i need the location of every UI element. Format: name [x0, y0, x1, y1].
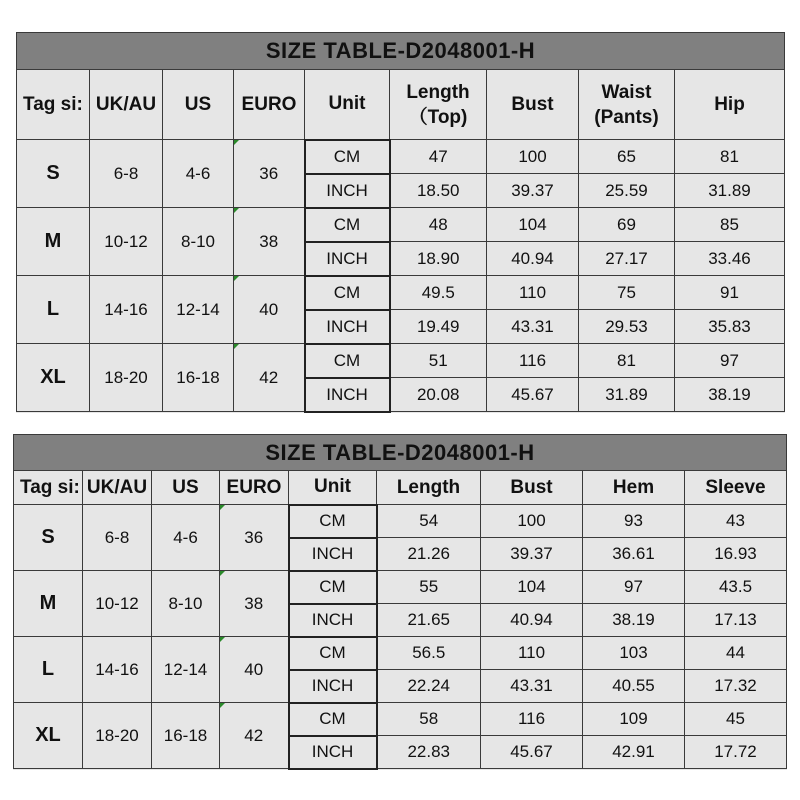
- unit-inch: INCH: [289, 670, 377, 703]
- bust-value: 110: [481, 637, 583, 670]
- col-header-waist-pants: Waist (Pants): [579, 70, 675, 140]
- table-row: [14, 703, 787, 736]
- table-row: [17, 208, 785, 242]
- unit-inch: INCH: [289, 736, 377, 769]
- us-size: 16-18: [163, 344, 234, 412]
- bust-value: 45.67: [481, 736, 583, 769]
- bust-value: 104: [481, 571, 583, 604]
- bust-value: 100: [481, 505, 583, 538]
- us-size: 8-10: [163, 208, 234, 276]
- us-size: 4-6: [163, 140, 234, 208]
- hem-value: 103: [583, 637, 685, 670]
- col-header-uk-au: UK/AU: [83, 471, 152, 505]
- table-row: [14, 505, 787, 538]
- waist-value: 31.89: [579, 378, 675, 412]
- size-label: L: [17, 276, 90, 344]
- euro-size: 42: [234, 344, 305, 412]
- unit-cm: CM: [305, 140, 390, 174]
- length-value: 18.50: [390, 174, 487, 208]
- euro-size: 38: [220, 571, 289, 637]
- bust-value: 45.67: [487, 378, 579, 412]
- table-row: [17, 276, 785, 310]
- unit-cm: CM: [289, 571, 377, 604]
- unit-cm: CM: [289, 637, 377, 670]
- bust-value: 104: [487, 208, 579, 242]
- size-label: XL: [17, 344, 90, 412]
- uk-au-size: 18-20: [90, 344, 163, 412]
- hip-value: 97: [675, 344, 785, 378]
- us-size: 12-14: [163, 276, 234, 344]
- euro-size: 40: [234, 276, 305, 344]
- bust-value: 43.31: [487, 310, 579, 344]
- hip-value: 35.83: [675, 310, 785, 344]
- length-value: 47: [390, 140, 487, 174]
- col-header-hip: Hip: [675, 70, 785, 140]
- length-value: 55: [377, 571, 481, 604]
- length-value: 49.5: [390, 276, 487, 310]
- col-header-bust: Bust: [481, 471, 583, 505]
- unit-inch: INCH: [305, 174, 390, 208]
- length-value: 19.49: [390, 310, 487, 344]
- col-header-euro: EURO: [220, 471, 289, 505]
- hem-value: 97: [583, 571, 685, 604]
- bust-value: 116: [481, 703, 583, 736]
- col-header-uk-au: UK/AU: [90, 70, 163, 140]
- uk-au-size: 10-12: [83, 571, 152, 637]
- hem-value: 36.61: [583, 538, 685, 571]
- sleeve-value: 17.13: [685, 604, 787, 637]
- hem-value: 42.91: [583, 736, 685, 769]
- bust-value: 116: [487, 344, 579, 378]
- table-title: SIZE TABLE-D2048001-H: [14, 435, 787, 471]
- bust-value: 40.94: [487, 242, 579, 276]
- us-size: 4-6: [152, 505, 220, 571]
- col-header-hem: Hem: [583, 471, 685, 505]
- sleeve-value: 44: [685, 637, 787, 670]
- euro-size: 36: [234, 140, 305, 208]
- uk-au-size: 6-8: [90, 140, 163, 208]
- uk-au-size: 6-8: [83, 505, 152, 571]
- unit-inch: INCH: [289, 538, 377, 571]
- hip-value: 33.46: [675, 242, 785, 276]
- col-header-euro: EURO: [234, 70, 305, 140]
- uk-au-size: 18-20: [83, 703, 152, 769]
- header-row: [14, 471, 787, 505]
- col-header-unit: Unit: [289, 471, 377, 505]
- hem-value: 38.19: [583, 604, 685, 637]
- length-value: 22.83: [377, 736, 481, 769]
- size-label: L: [14, 637, 83, 703]
- length-value: 20.08: [390, 378, 487, 412]
- unit-cm: CM: [305, 276, 390, 310]
- header-row: [17, 70, 785, 140]
- waist-value: 29.53: [579, 310, 675, 344]
- euro-size: 40: [220, 637, 289, 703]
- hip-value: 91: [675, 276, 785, 310]
- unit-cm: CM: [305, 208, 390, 242]
- length-value: 21.26: [377, 538, 481, 571]
- size-label: M: [17, 208, 90, 276]
- uk-au-size: 14-16: [83, 637, 152, 703]
- us-size: 16-18: [152, 703, 220, 769]
- hem-value: 40.55: [583, 670, 685, 703]
- unit-cm: CM: [289, 505, 377, 538]
- size-label: M: [14, 571, 83, 637]
- bust-value: 100: [487, 140, 579, 174]
- euro-size: 42: [220, 703, 289, 769]
- sleeve-value: 16.93: [685, 538, 787, 571]
- hip-value: 38.19: [675, 378, 785, 412]
- hip-value: 85: [675, 208, 785, 242]
- unit-cm: CM: [305, 344, 390, 378]
- euro-size: 38: [234, 208, 305, 276]
- waist-value: 81: [579, 344, 675, 378]
- us-size: 8-10: [152, 571, 220, 637]
- col-header-unit: Unit: [305, 70, 390, 140]
- uk-au-size: 14-16: [90, 276, 163, 344]
- hem-value: 93: [583, 505, 685, 538]
- length-value: 22.24: [377, 670, 481, 703]
- col-header-us: US: [152, 471, 220, 505]
- col-header-tag-size: Tag si:: [17, 70, 90, 140]
- bust-value: 39.37: [487, 174, 579, 208]
- waist-value: 65: [579, 140, 675, 174]
- bust-value: 39.37: [481, 538, 583, 571]
- unit-inch: INCH: [305, 242, 390, 276]
- waist-value: 75: [579, 276, 675, 310]
- hip-value: 81: [675, 140, 785, 174]
- length-value: 18.90: [390, 242, 487, 276]
- hip-value: 31.89: [675, 174, 785, 208]
- hem-value: 109: [583, 703, 685, 736]
- us-size: 12-14: [152, 637, 220, 703]
- length-value: 21.65: [377, 604, 481, 637]
- waist-value: 27.17: [579, 242, 675, 276]
- bust-value: 43.31: [481, 670, 583, 703]
- bust-value: 40.94: [481, 604, 583, 637]
- size-label: XL: [14, 703, 83, 769]
- size-table-top: [16, 32, 785, 413]
- sleeve-value: 45: [685, 703, 787, 736]
- col-header-bust: Bust: [487, 70, 579, 140]
- waist-value: 25.59: [579, 174, 675, 208]
- sleeve-value: 43: [685, 505, 787, 538]
- sleeve-value: 43.5: [685, 571, 787, 604]
- table-row: [17, 344, 785, 378]
- sleeve-value: 17.32: [685, 670, 787, 703]
- euro-size: 36: [220, 505, 289, 571]
- sleeve-value: 17.72: [685, 736, 787, 769]
- col-header-length: Length: [377, 471, 481, 505]
- length-value: 51: [390, 344, 487, 378]
- table-row: [14, 571, 787, 604]
- unit-cm: CM: [289, 703, 377, 736]
- uk-au-size: 10-12: [90, 208, 163, 276]
- col-header-tag-size: Tag si:: [14, 471, 83, 505]
- length-value: 54: [377, 505, 481, 538]
- length-value: 56.5: [377, 637, 481, 670]
- size-label: S: [17, 140, 90, 208]
- unit-inch: INCH: [289, 604, 377, 637]
- waist-value: 69: [579, 208, 675, 242]
- table-title: SIZE TABLE-D2048001-H: [17, 33, 785, 70]
- col-header-us: US: [163, 70, 234, 140]
- unit-inch: INCH: [305, 310, 390, 344]
- length-value: 48: [390, 208, 487, 242]
- col-header-length-top: Length （Top): [390, 70, 487, 140]
- unit-inch: INCH: [305, 378, 390, 412]
- col-header-sleeve: Sleeve: [685, 471, 787, 505]
- table-row: [14, 637, 787, 670]
- size-table-bottom: [13, 434, 787, 770]
- table-row: [17, 140, 785, 174]
- size-label: S: [14, 505, 83, 571]
- length-value: 58: [377, 703, 481, 736]
- bust-value: 110: [487, 276, 579, 310]
